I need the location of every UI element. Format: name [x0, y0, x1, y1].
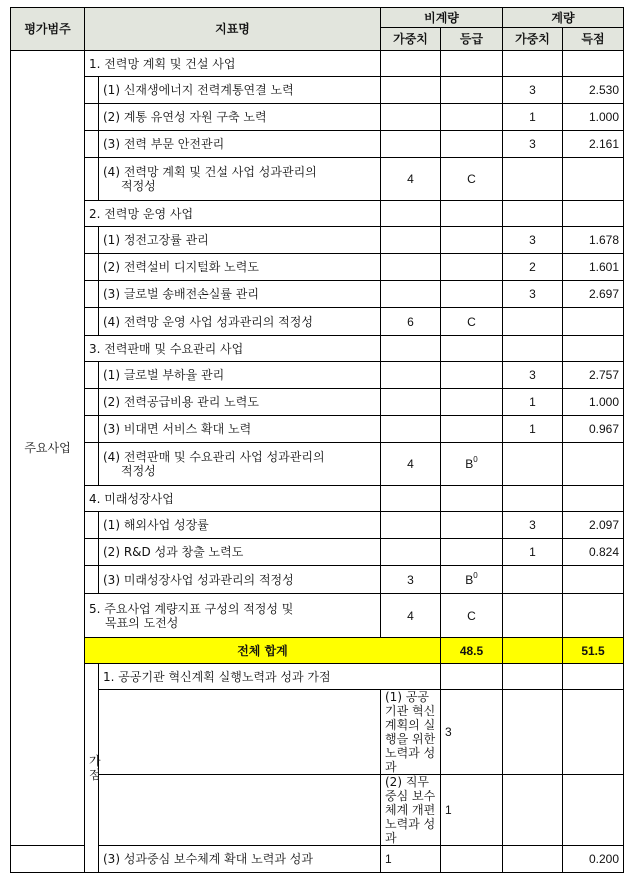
q-score: [563, 158, 624, 201]
nq-grade: [441, 846, 503, 873]
item-label-line2: 적정성: [121, 179, 156, 193]
item-label-line1: (4) 전력망 계획 및 건설 사업 성과관리의: [103, 165, 317, 179]
section-row: [11, 664, 624, 690]
grade-letter: B: [465, 457, 474, 471]
nq-grade: C: [441, 594, 503, 638]
nq-grade: [441, 227, 503, 254]
section-title: 2. 전력망 운영 사업: [85, 201, 381, 227]
section-title: 1. 전력망 계획 및 건설 사업: [85, 51, 381, 77]
section-title: 4. 미래성장사업: [85, 486, 381, 512]
indent-cell: [85, 254, 99, 281]
q-score: 1.000: [563, 389, 624, 416]
nq-weight: 4: [381, 158, 441, 201]
q-weight: [503, 158, 563, 201]
q-weight: 1: [503, 104, 563, 131]
q-weight: 1: [503, 389, 563, 416]
q-weight: 1: [503, 539, 563, 566]
item-label: (2) 전력공급비용 관리 노력도: [99, 389, 381, 416]
nq-grade: [441, 281, 503, 308]
q-weight: 3: [503, 362, 563, 389]
indent-cell: [85, 416, 99, 443]
nq-grade: [441, 539, 503, 566]
grade-letter: B: [465, 572, 474, 587]
indent-cell: [85, 158, 99, 201]
table-row: [11, 443, 624, 486]
q-weight: 3: [503, 281, 563, 308]
table-row: [11, 416, 624, 443]
q-score: 1.678: [563, 227, 624, 254]
table-row: [11, 539, 624, 566]
q-weight: [503, 443, 563, 486]
section-row: [11, 486, 624, 512]
nq-weight: [381, 512, 441, 539]
item-label: (4) 전력망 운영 사업 성과관리의 적정성: [99, 308, 381, 336]
indent-cell: [85, 308, 99, 336]
nq-grade: [441, 362, 503, 389]
total-q-weight: 51.5: [563, 638, 624, 664]
header-row-1: [11, 8, 624, 28]
item-label: (3) 성과중심 보수체계 확대 노력과 성과: [99, 846, 381, 873]
grade-letter: C: [467, 172, 476, 186]
item-label: (1) 신재생에너지 전력계통연결 노력: [99, 77, 381, 104]
item-label: (1) 정전고장률 관리: [99, 227, 381, 254]
nq-weight: 3: [441, 690, 503, 775]
item-label: (1) 해외사업 성장률: [99, 512, 381, 539]
indent-cell: [85, 227, 99, 254]
item-label: (3) 글로벌 송배전손실률 관리: [99, 281, 381, 308]
q-weight: 3: [503, 77, 563, 104]
q-weight: [503, 308, 563, 336]
item-label: (3) 전력 부문 안전관리: [99, 131, 381, 158]
nq-weight: [381, 539, 441, 566]
q-weight: 3: [503, 512, 563, 539]
indent-cell: [85, 104, 99, 131]
indent-cell: [85, 566, 99, 594]
q-score: 1.000: [563, 104, 624, 131]
q-score: 1.601: [563, 254, 624, 281]
table-row: [11, 512, 624, 539]
table-row: [11, 281, 624, 308]
header-category: 평가범주: [11, 8, 85, 51]
q-score: 2.697: [563, 281, 624, 308]
grade-superscript: 0: [473, 455, 478, 464]
total-nq-grade: [503, 638, 563, 664]
q-weight: [503, 846, 563, 873]
item-label: (2) 계통 유연성 자원 구축 노력: [99, 104, 381, 131]
nq-grade: [441, 566, 503, 594]
nq-grade: [441, 254, 503, 281]
table-row: [11, 158, 624, 201]
item-label: (1) 공공기관 혁신계획의 실행을 위한 노력과 성과: [381, 690, 441, 775]
nq-grade: [503, 775, 563, 846]
table-row: [11, 254, 624, 281]
q-score: [563, 308, 624, 336]
item-label: (1) 글로벌 부하율 관리: [99, 362, 381, 389]
nq-grade: [441, 443, 503, 486]
nq-weight: [381, 281, 441, 308]
indent-cell: [99, 775, 381, 846]
nq-weight: [381, 104, 441, 131]
q-score: 0.200: [563, 846, 624, 873]
indent-cell: [99, 690, 381, 775]
q-weight: [563, 775, 624, 846]
category-bonus: 가점: [85, 664, 99, 873]
item-label-line1: (4) 전력판매 및 수요관리 사업 성과관리의: [103, 450, 325, 464]
nq-grade: [441, 389, 503, 416]
nq-grade: C: [441, 308, 503, 336]
nq-grade: [441, 416, 503, 443]
evaluation-table: [10, 7, 624, 873]
header-nq-weight: 가중치: [381, 28, 441, 51]
nq-grade: [441, 104, 503, 131]
q-score: 0.967: [563, 416, 624, 443]
section-title-line1: 5. 주요사업 계량지표 구성의 적정성 및: [89, 601, 294, 616]
section-title: 1. 공공기관 혁신계획 실행노력과 성과 가점: [99, 664, 441, 690]
q-weight: 3: [503, 131, 563, 158]
indent-cell: [85, 131, 99, 158]
nq-weight: [381, 254, 441, 281]
nq-weight: [381, 131, 441, 158]
header-q-score: 득점: [563, 28, 624, 51]
header-nq-grade: 등급: [441, 28, 503, 51]
table-row: [11, 131, 624, 158]
header-quant: 계량: [503, 8, 624, 28]
indent-cell: [85, 443, 99, 486]
nq-grade: [441, 158, 503, 201]
table-row: [11, 775, 624, 846]
nq-grade: [503, 690, 563, 775]
table-row: [11, 362, 624, 389]
q-score: 2.757: [563, 362, 624, 389]
q-weight: [563, 690, 624, 775]
nq-weight: [381, 227, 441, 254]
q-score: 0.824: [563, 539, 624, 566]
q-score: 2.530: [563, 77, 624, 104]
indent-cell: [85, 362, 99, 389]
item-label: (2) 전력설비 디지털화 노력도: [99, 254, 381, 281]
nq-weight: 4: [381, 443, 441, 486]
nq-weight: [381, 416, 441, 443]
section-row: [11, 51, 624, 77]
nq-weight: [381, 77, 441, 104]
nq-weight: 4: [381, 594, 441, 638]
item-label: [99, 443, 381, 486]
section-title: [85, 594, 381, 638]
q-weight: 1: [503, 416, 563, 443]
q-weight: 3: [503, 227, 563, 254]
total-label: 전체 합계: [85, 638, 441, 664]
indent-cell: [85, 281, 99, 308]
indent-cell: [85, 77, 99, 104]
nq-grade: [441, 512, 503, 539]
item-label: (2) R&D 성과 창출 노력도: [99, 539, 381, 566]
category-main: 주요사업: [11, 51, 85, 846]
table-row: [11, 846, 624, 873]
q-score: 2.097: [563, 512, 624, 539]
section-row: [11, 201, 624, 227]
table-row: [11, 690, 624, 775]
table-row: [11, 389, 624, 416]
q-score: 2.161: [563, 131, 624, 158]
nq-weight: 6: [381, 308, 441, 336]
nq-weight: 1: [441, 775, 503, 846]
indent-cell: [85, 512, 99, 539]
total-row: [11, 638, 624, 664]
item-label: (3) 비대면 서비스 확대 노력: [99, 416, 381, 443]
table-row: [11, 308, 624, 336]
q-score: [563, 443, 624, 486]
header-q-weight: 가중치: [503, 28, 563, 51]
section-title-line2: 목표의 도전성: [105, 615, 179, 630]
nq-grade: [441, 77, 503, 104]
q-score: [563, 566, 624, 594]
indent-cell: [11, 846, 85, 873]
table-row: [11, 227, 624, 254]
indent-cell: [85, 539, 99, 566]
header-nonquant: 비계량: [381, 8, 503, 28]
section-title: 3. 전력판매 및 수요관리 사업: [85, 336, 381, 362]
table-row: [11, 566, 624, 594]
header-indicator: 지표명: [85, 8, 381, 51]
item-label: (2) 직무중심 보수체계 개편 노력과 성과: [381, 775, 441, 846]
item-label: [99, 158, 381, 201]
item-label-line2: 적정성: [121, 464, 156, 478]
section-row: [11, 594, 624, 638]
table-row: [11, 77, 624, 104]
nq-grade: [441, 131, 503, 158]
indent-cell: [85, 389, 99, 416]
nq-weight: [381, 362, 441, 389]
table-row: [11, 104, 624, 131]
q-weight: [503, 566, 563, 594]
nq-weight: 3: [381, 566, 441, 594]
grade-superscript: 0: [473, 570, 478, 580]
total-nq-weight: 48.5: [441, 638, 503, 664]
section-row: [11, 336, 624, 362]
item-label: (3) 미래성장사업 성과관리의 적정성: [99, 566, 381, 594]
nq-weight: 1: [381, 846, 441, 873]
q-weight: 2: [503, 254, 563, 281]
nq-weight: [381, 389, 441, 416]
